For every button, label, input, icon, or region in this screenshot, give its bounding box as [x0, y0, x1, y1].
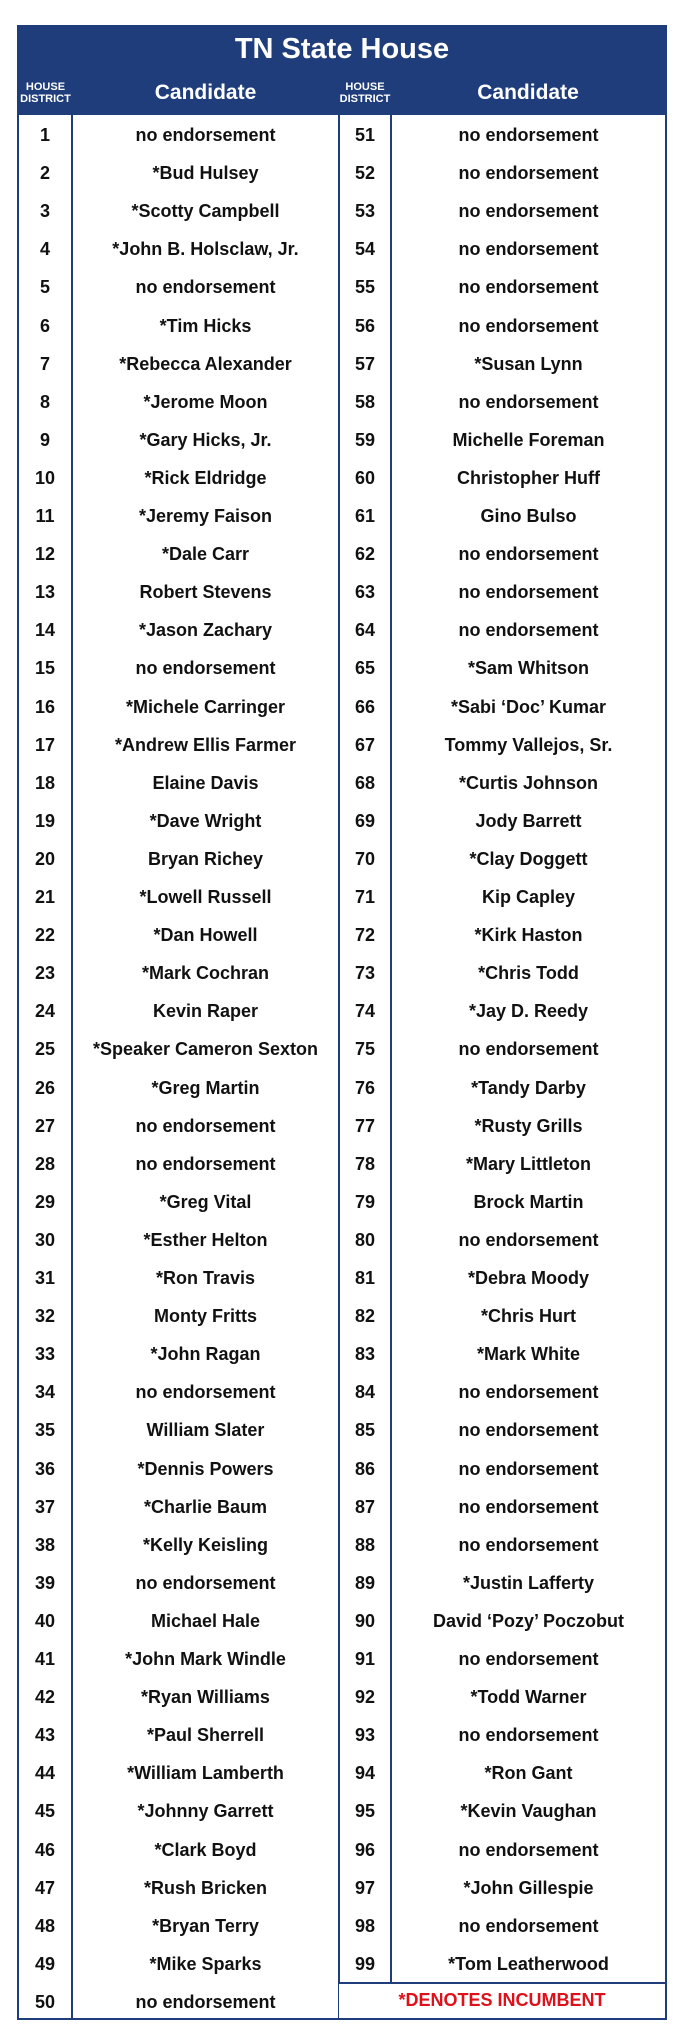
header-candidate-left: Candidate	[154, 81, 257, 104]
district-number: 90	[354, 1611, 376, 1631]
candidate-name: *Curtis Johnson	[458, 773, 598, 793]
district-number: 58	[354, 392, 376, 412]
header-candidate-right: Candidate	[477, 81, 579, 104]
district-number: 49	[34, 1954, 56, 1974]
district-number: 1	[39, 125, 50, 145]
district-number: 10	[34, 468, 56, 488]
district-number: 21	[34, 887, 56, 907]
candidate-name: *Paul Sherrell	[146, 1725, 265, 1745]
candidate-name: *Michele Carringer	[125, 697, 286, 717]
district-number: 85	[354, 1420, 376, 1440]
district-number: 14	[34, 620, 56, 640]
candidate-name: Kip Capley	[481, 887, 576, 907]
candidate-name: *Dave Wright	[149, 811, 262, 831]
district-number: 60	[354, 468, 376, 488]
candidate-name: *Debra Moody	[467, 1268, 590, 1288]
candidate-name: *Sabi ‘Doc’ Kumar	[450, 697, 607, 717]
district-number: 4	[39, 239, 50, 259]
district-number: 55	[354, 277, 376, 297]
district-number: 5	[39, 277, 50, 297]
candidate-name: no endorsement	[458, 277, 599, 297]
candidate-name: Robert Stevens	[139, 582, 272, 602]
district-number: 29	[34, 1192, 56, 1212]
candidate-name: *Justin Lafferty	[462, 1573, 595, 1593]
candidate-name: *Chris Todd	[478, 963, 579, 983]
candidate-name: Kevin Raper	[152, 1001, 259, 1021]
candidate-name: no endorsement	[458, 1382, 599, 1402]
district-number: 95	[354, 1801, 376, 1821]
district-number: 86	[354, 1459, 376, 1479]
district-number: 81	[354, 1268, 376, 1288]
district-number: 56	[354, 316, 376, 336]
district-number: 66	[354, 697, 376, 717]
candidate-name: Tommy Vallejos, Sr.	[444, 735, 613, 755]
candidate-name: Brock Martin	[473, 1192, 584, 1212]
district-number: 30	[34, 1230, 56, 1250]
district-number: 8	[39, 392, 50, 412]
candidate-name: *Kelly Keisling	[142, 1535, 269, 1555]
candidate-name: *Greg Martin	[151, 1078, 260, 1098]
district-number: 93	[354, 1725, 376, 1745]
candidate-name: *William Lamberth	[127, 1763, 284, 1783]
district-number: 64	[354, 620, 376, 640]
candidate-name: *Ron Travis	[155, 1268, 256, 1288]
candidate-name: Michelle Foreman	[452, 430, 605, 450]
district-number: 82	[354, 1306, 376, 1326]
district-number: 89	[354, 1573, 376, 1593]
district-number: 18	[34, 773, 56, 793]
candidate-name: no endorsement	[458, 239, 599, 259]
candidate-name: no endorsement	[458, 125, 599, 145]
candidate-name: *Tim Hicks	[159, 316, 252, 336]
candidate-name: *Jay D. Reedy	[468, 1001, 589, 1021]
district-number: 28	[34, 1154, 56, 1174]
candidate-name: *Ryan Williams	[141, 1687, 270, 1707]
candidate-name: no endorsement	[135, 277, 276, 297]
candidate-name: no endorsement	[458, 1497, 599, 1517]
candidate-name: *Scotty Campbell	[131, 201, 280, 221]
candidate-name: no endorsement	[458, 1039, 599, 1059]
candidate-name: *Jeremy Faison	[138, 506, 273, 526]
header-district-left: HOUSE DISTRICT	[20, 81, 71, 105]
district-number: 84	[354, 1382, 376, 1402]
district-number: 12	[34, 544, 56, 564]
district-number: 99	[354, 1954, 376, 1974]
incumbent-note: *DENOTES INCUMBENT	[339, 1982, 665, 2018]
district-number: 46	[34, 1840, 56, 1860]
candidate-name: no endorsement	[458, 544, 599, 564]
candidate-name: *Charlie Baum	[143, 1497, 268, 1517]
candidate-name: *Rebecca Alexander	[119, 354, 292, 374]
district-number: 53	[354, 201, 376, 221]
district-number: 74	[354, 1001, 376, 1021]
district-number: 80	[354, 1230, 376, 1250]
candidate-name: *Kirk Haston	[474, 925, 583, 945]
candidate-name: *John Ragan	[150, 1344, 261, 1364]
candidate-name: *Bud Hulsey	[152, 163, 259, 183]
candidate-name: *Sam Whitson	[467, 658, 589, 678]
candidate-name: no endorsement	[135, 1573, 276, 1593]
district-number: 13	[34, 582, 56, 602]
district-number: 96	[354, 1840, 376, 1860]
district-number: 16	[34, 697, 56, 717]
candidate-name: *Mark Cochran	[141, 963, 270, 983]
district-number: 37	[34, 1497, 56, 1517]
candidate-name: no endorsement	[458, 582, 599, 602]
candidate-name: *Mark White	[476, 1344, 581, 1364]
district-number: 6	[39, 316, 50, 336]
district-number: 77	[354, 1116, 376, 1136]
district-number: 87	[354, 1497, 376, 1517]
district-number: 23	[34, 963, 56, 983]
district-number: 24	[34, 1001, 56, 1021]
column-header-row	[19, 71, 665, 115]
district-number: 92	[354, 1687, 376, 1707]
district-number: 67	[354, 735, 376, 755]
district-number: 39	[34, 1573, 56, 1593]
district-number: 34	[34, 1382, 56, 1402]
district-number: 78	[354, 1154, 376, 1174]
district-number: 3	[39, 201, 50, 221]
district-number: 48	[34, 1916, 56, 1936]
candidate-name: no endorsement	[458, 1535, 599, 1555]
district-number: 38	[34, 1535, 56, 1555]
district-number: 22	[34, 925, 56, 945]
district-number: 76	[354, 1078, 376, 1098]
district-number: 26	[34, 1078, 56, 1098]
district-number: 54	[354, 239, 376, 259]
candidate-name: no endorsement	[458, 1649, 599, 1669]
candidate-name: no endorsement	[458, 1420, 599, 1440]
candidate-name: *Speaker Cameron Sexton	[92, 1039, 319, 1059]
district-number: 43	[34, 1725, 56, 1745]
district-number: 51	[354, 125, 376, 145]
candidate-name: *Clark Boyd	[154, 1840, 257, 1860]
district-number: 75	[354, 1039, 376, 1059]
candidate-name: *Rush Bricken	[143, 1878, 268, 1898]
candidate-name: Gino Bulso	[480, 506, 577, 526]
candidate-name: Bryan Richey	[147, 849, 264, 869]
candidate-name: no endorsement	[458, 1916, 599, 1936]
candidate-name: *John Mark Windle	[125, 1649, 286, 1669]
candidate-name: *Kevin Vaughan	[460, 1801, 597, 1821]
district-number: 50	[34, 1992, 56, 2012]
candidate-name: no endorsement	[458, 1725, 599, 1745]
candidate-name: *Esther Helton	[143, 1230, 268, 1250]
candidate-name: no endorsement	[135, 1382, 276, 1402]
district-number: 70	[354, 849, 376, 869]
district-number: 7	[39, 354, 50, 374]
district-number: 41	[34, 1649, 56, 1669]
district-number: 15	[34, 658, 56, 678]
candidate-name: Christopher Huff	[457, 468, 600, 488]
table-body	[19, 115, 665, 2018]
candidate-name: *Mike Sparks	[149, 1954, 262, 1974]
candidate-name: *Chris Hurt	[480, 1306, 576, 1326]
district-number: 40	[34, 1611, 56, 1631]
candidate-name: *Gary Hicks, Jr.	[139, 430, 272, 450]
district-number: 79	[354, 1192, 376, 1212]
candidate-name: *Johnny Garrett	[137, 1801, 274, 1821]
candidate-name: *Dennis Powers	[137, 1459, 274, 1479]
district-number: 11	[35, 506, 55, 526]
district-number: 2	[39, 163, 50, 183]
candidate-name: no endorsement	[135, 1116, 276, 1136]
candidate-name: *Todd Warner	[470, 1687, 587, 1707]
district-number: 36	[34, 1459, 56, 1479]
candidate-name: *Bryan Terry	[152, 1916, 259, 1936]
candidate-name: *Susan Lynn	[474, 354, 583, 374]
district-number: 52	[354, 163, 376, 183]
candidate-name: no endorsement	[458, 316, 599, 336]
candidate-name: no endorsement	[458, 201, 599, 221]
candidate-name: *Dan Howell	[153, 925, 258, 945]
candidate-name: no endorsement	[458, 1459, 599, 1479]
candidate-name: no endorsement	[458, 1840, 599, 1860]
district-number: 88	[354, 1535, 376, 1555]
endorsement-table	[17, 25, 667, 2020]
candidate-name: *Tandy Darby	[471, 1078, 586, 1098]
district-number: 59	[354, 430, 376, 450]
candidate-name: no endorsement	[135, 125, 276, 145]
candidate-name: *John B. Holsclaw, Jr.	[112, 239, 299, 259]
candidate-name: Monty Fritts	[154, 1306, 257, 1326]
candidate-name: no endorsement	[135, 658, 276, 678]
district-number: 71	[354, 887, 376, 907]
district-number: 98	[354, 1916, 376, 1936]
candidate-name: Elaine Davis	[152, 773, 259, 793]
district-number: 31	[34, 1268, 56, 1288]
candidate-name: *Rick Eldridge	[144, 468, 267, 488]
candidate-name: *John Gillespie	[463, 1878, 594, 1898]
candidate-name: William Slater	[146, 1420, 265, 1440]
district-number: 73	[354, 963, 376, 983]
district-number: 94	[354, 1763, 376, 1783]
district-number: 72	[354, 925, 376, 945]
candidate-name: no endorsement	[458, 392, 599, 412]
district-number: 45	[34, 1801, 56, 1821]
candidate-name: no endorsement	[458, 620, 599, 640]
district-number: 69	[354, 811, 376, 831]
district-number: 25	[34, 1039, 56, 1059]
district-number: 63	[354, 582, 376, 602]
candidate-name: *Andrew Ellis Farmer	[114, 735, 297, 755]
district-number: 20	[34, 849, 56, 869]
district-number: 65	[354, 658, 376, 678]
candidate-name: no endorsement	[135, 1992, 276, 2012]
district-number: 33	[34, 1344, 56, 1364]
district-number: 19	[34, 811, 56, 831]
candidate-name: *Tom Leatherwood	[448, 1954, 609, 1974]
district-number: 91	[354, 1649, 376, 1669]
candidate-name: no endorsement	[458, 1230, 599, 1250]
district-number: 32	[34, 1306, 56, 1326]
district-number: 97	[354, 1878, 376, 1898]
candidate-name: *Jerome Moon	[143, 392, 268, 412]
header-district-right: HOUSE DISTRICT	[339, 81, 391, 105]
candidate-name: *Greg Vital	[159, 1192, 252, 1212]
district-number: 27	[34, 1116, 56, 1136]
candidate-name: no endorsement	[135, 1154, 276, 1174]
table-title: TN State House	[19, 27, 665, 71]
candidate-name: Michael Hale	[150, 1611, 261, 1631]
candidate-name: *Dale Carr	[161, 544, 250, 564]
candidate-name: *Clay Doggett	[469, 849, 588, 869]
candidate-name: *Rusty Grills	[474, 1116, 583, 1136]
district-number: 83	[354, 1344, 376, 1364]
district-number: 42	[34, 1687, 56, 1707]
candidate-name: David ‘Pozy’ Poczobut	[432, 1611, 625, 1631]
district-number: 17	[34, 735, 56, 755]
district-number: 9	[39, 430, 50, 450]
district-number: 62	[354, 544, 376, 564]
district-number: 35	[34, 1420, 56, 1440]
candidate-name: *Lowell Russell	[139, 887, 272, 907]
district-number: 44	[34, 1763, 56, 1783]
candidate-name: *Jason Zachary	[138, 620, 273, 640]
candidate-name: *Ron Gant	[484, 1763, 573, 1783]
candidate-name: Jody Barrett	[475, 811, 582, 831]
candidate-name: no endorsement	[458, 163, 599, 183]
district-number: 47	[34, 1878, 56, 1898]
candidate-name: *Mary Littleton	[465, 1154, 591, 1174]
district-number: 57	[354, 354, 376, 374]
district-number: 61	[354, 506, 376, 526]
district-number: 68	[354, 773, 376, 793]
